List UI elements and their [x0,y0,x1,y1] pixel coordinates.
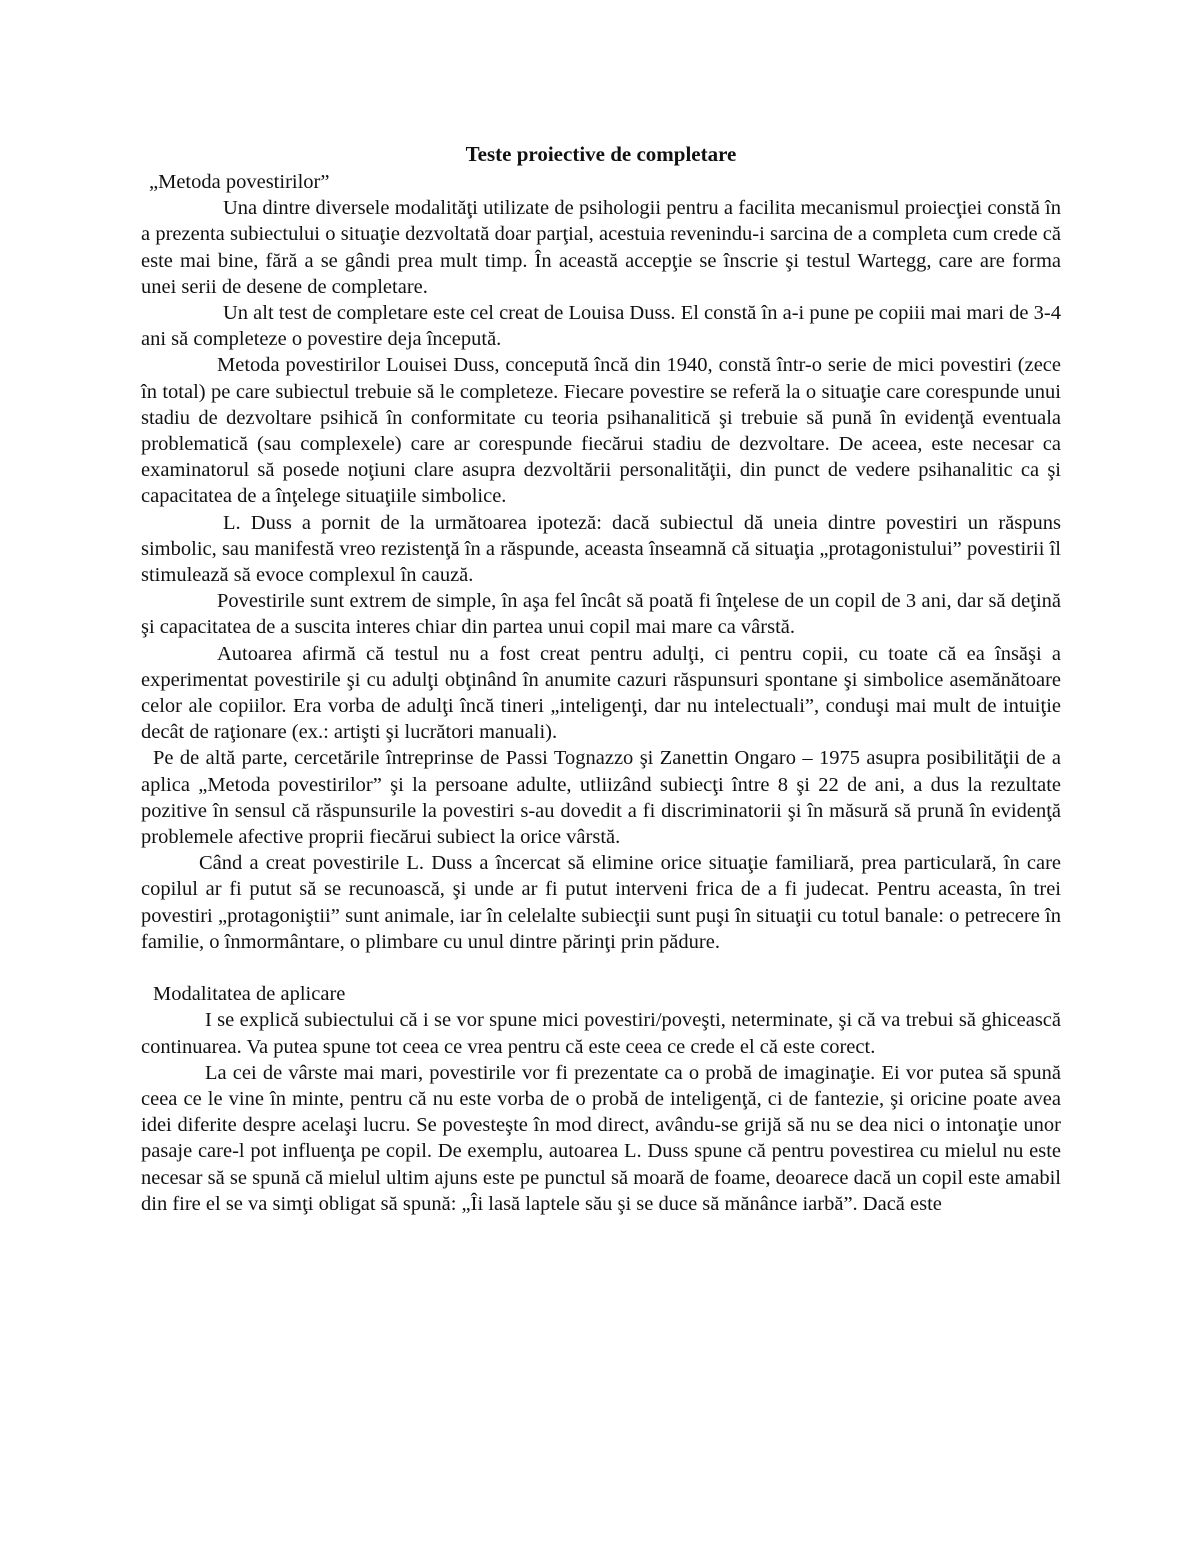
paragraph: I se explică subiectului că i se vor spune mici povestiri/poveşti, neterminate, şi că va trebui să ghicească continuarea. Va putea spune tot ceea ce vrea pentru că este ceea ce crede el că este corect. [141,1009,1061,1058]
paragraph: Metoda povestirilor Louisei Duss, concepută încă din 1940, constă într-o serie de mici povestiri (zece în total) pe care subiectul trebuie să le completeze. Fiecare povestire se referă la o situaţie care corespunde unui stadiu de dezvoltare psihică în conformitate cu teoria psihanalitică şi trebuie să pună în evidenţă eventuala problematică (sau complexele) care ar corespunde fiecărui stadiu de dezvoltare. De aceea, este necesar ca examinatorul să posede noţiuni clare asupra dezvoltării personalităţii, din punct de vedere psihanalitic ca şi capacitatea de a înţelege situaţiile simbolice. [141,354,1061,508]
paragraph: La cei de vârste mai mari, povestirile vor fi prezentate ca o probă de imaginaţie. Ei vor putea să spună ceea ce le vine în minte, pentru că nu este vorba de o probă de inteligenţă, ci de fantezie, şi oricine poate avea idei diferite despre acelaşi lucru. Se povesteşte în mod direct, avându-se grijă să nu se dea nici o intonaţie unor pasaje care-l pot influenţa pe copil. De exemplu, autoarea L. Duss spune că pentru povestirea cu mielul nu este necesar să se spună că mielul ultim ajuns este pe punctul să moară de foame, deoarece dacă un copil este amabil din fire el se va simţi obligat să spună: „Îi lasă laptele său şi se duce să mănânce iarbă”. Dacă este [141,1061,1061,1215]
document-subtitle: „Metoda povestirilor” [149,171,330,193]
paragraph: Pe de altă parte, cercetările întreprinse de Passi Tognazzo şi Zanettin Ongaro – 1975 asupra posibilităţii de a aplica „Metoda povestirilor” şi la persoane adulte, utliizând subiecţi între 8 şi 22 de ani, a dus la rezultate pozitive în sensul că răspunsurile la povestiri s-au dovedit a fi discriminatorii şi în măsură să prună în evidenţă problemele afective proprii fiecărui subiect la orice vârstă. [141,747,1061,849]
section-spacer [141,955,1061,981]
paragraph: L. Duss a pornit de la următoarea ipoteză: dacă subiectul dă uneia dintre povestiri un răspuns simbolic, sau manifestă vreo rezistenţă în a răspunde, aceasta înseamnă că situaţia „protagonistului” povestirii îl stimulează să evoce complexul în cauză. [141,511,1061,587]
document-body [141,140,1061,1217]
paragraph: Povestirile sunt extrem de simple, în aşa fel încât să poată fi înţelese de un copil de 3 ani, dar să deţină şi capacitatea de a suscita interes chiar din partea unui copil mai mare ca vârstă. [141,590,1061,639]
paragraph: Un alt test de completare este cel creat de Louisa Duss. El constă în a-i pune pe copiii mai mari de 3-4 ani să completeze o povestire deja începută. [141,302,1061,351]
paragraph: Una dintre diversele modalităţi utilizate de psihologii pentru a facilita mecanismul proiecţiei constă în a prezenta subiectului o situaţie dezvoltată doar parţial, acestuia revenindu-i sarcina de a completa cum crede că este mai bine, fără a se gândi prea mult timp. În această accepţie se înscrie şi testul Wartegg, care are forma unei serii de desene de completare. [141,197,1061,298]
paragraph: Autoarea afirmă că testul nu a fost creat pentru adulţi, ci pentru copii, cu toate că ea însăşi a experimentat povestirile şi cu adulţi obţinând în anumite cazuri răspunsuri spontane şi simbolice asemănătoare celor ale copiilor. Era vorba de adulţi încă tineri „inteligenţi, dar nu intelectuali”, conduşi mai mult de intuiţie decât de raţionare (ex.: artişti şi lucrători manuali). [141,642,1061,744]
section-heading: Modalitatea de aplicare [153,983,346,1006]
paragraph: Când a creat povestirile L. Duss a încercat să elimine orice situaţie familiară, prea particulară, în care copilul ar fi putut să se recunoască, şi unde ar fi putut interveni frica de a fi judecat. Pentru aceasta, în trei povestiri „protagoniştii” sunt animale, iar în celelalte subiecţii sunt puşi în situaţii cu totul banale: o petrecere în familie, o înmormântare, o plimbare cu unul dintre părinţi prin pădure. [141,852,1061,953]
document-title: Teste proiective de completare [465,142,737,166]
